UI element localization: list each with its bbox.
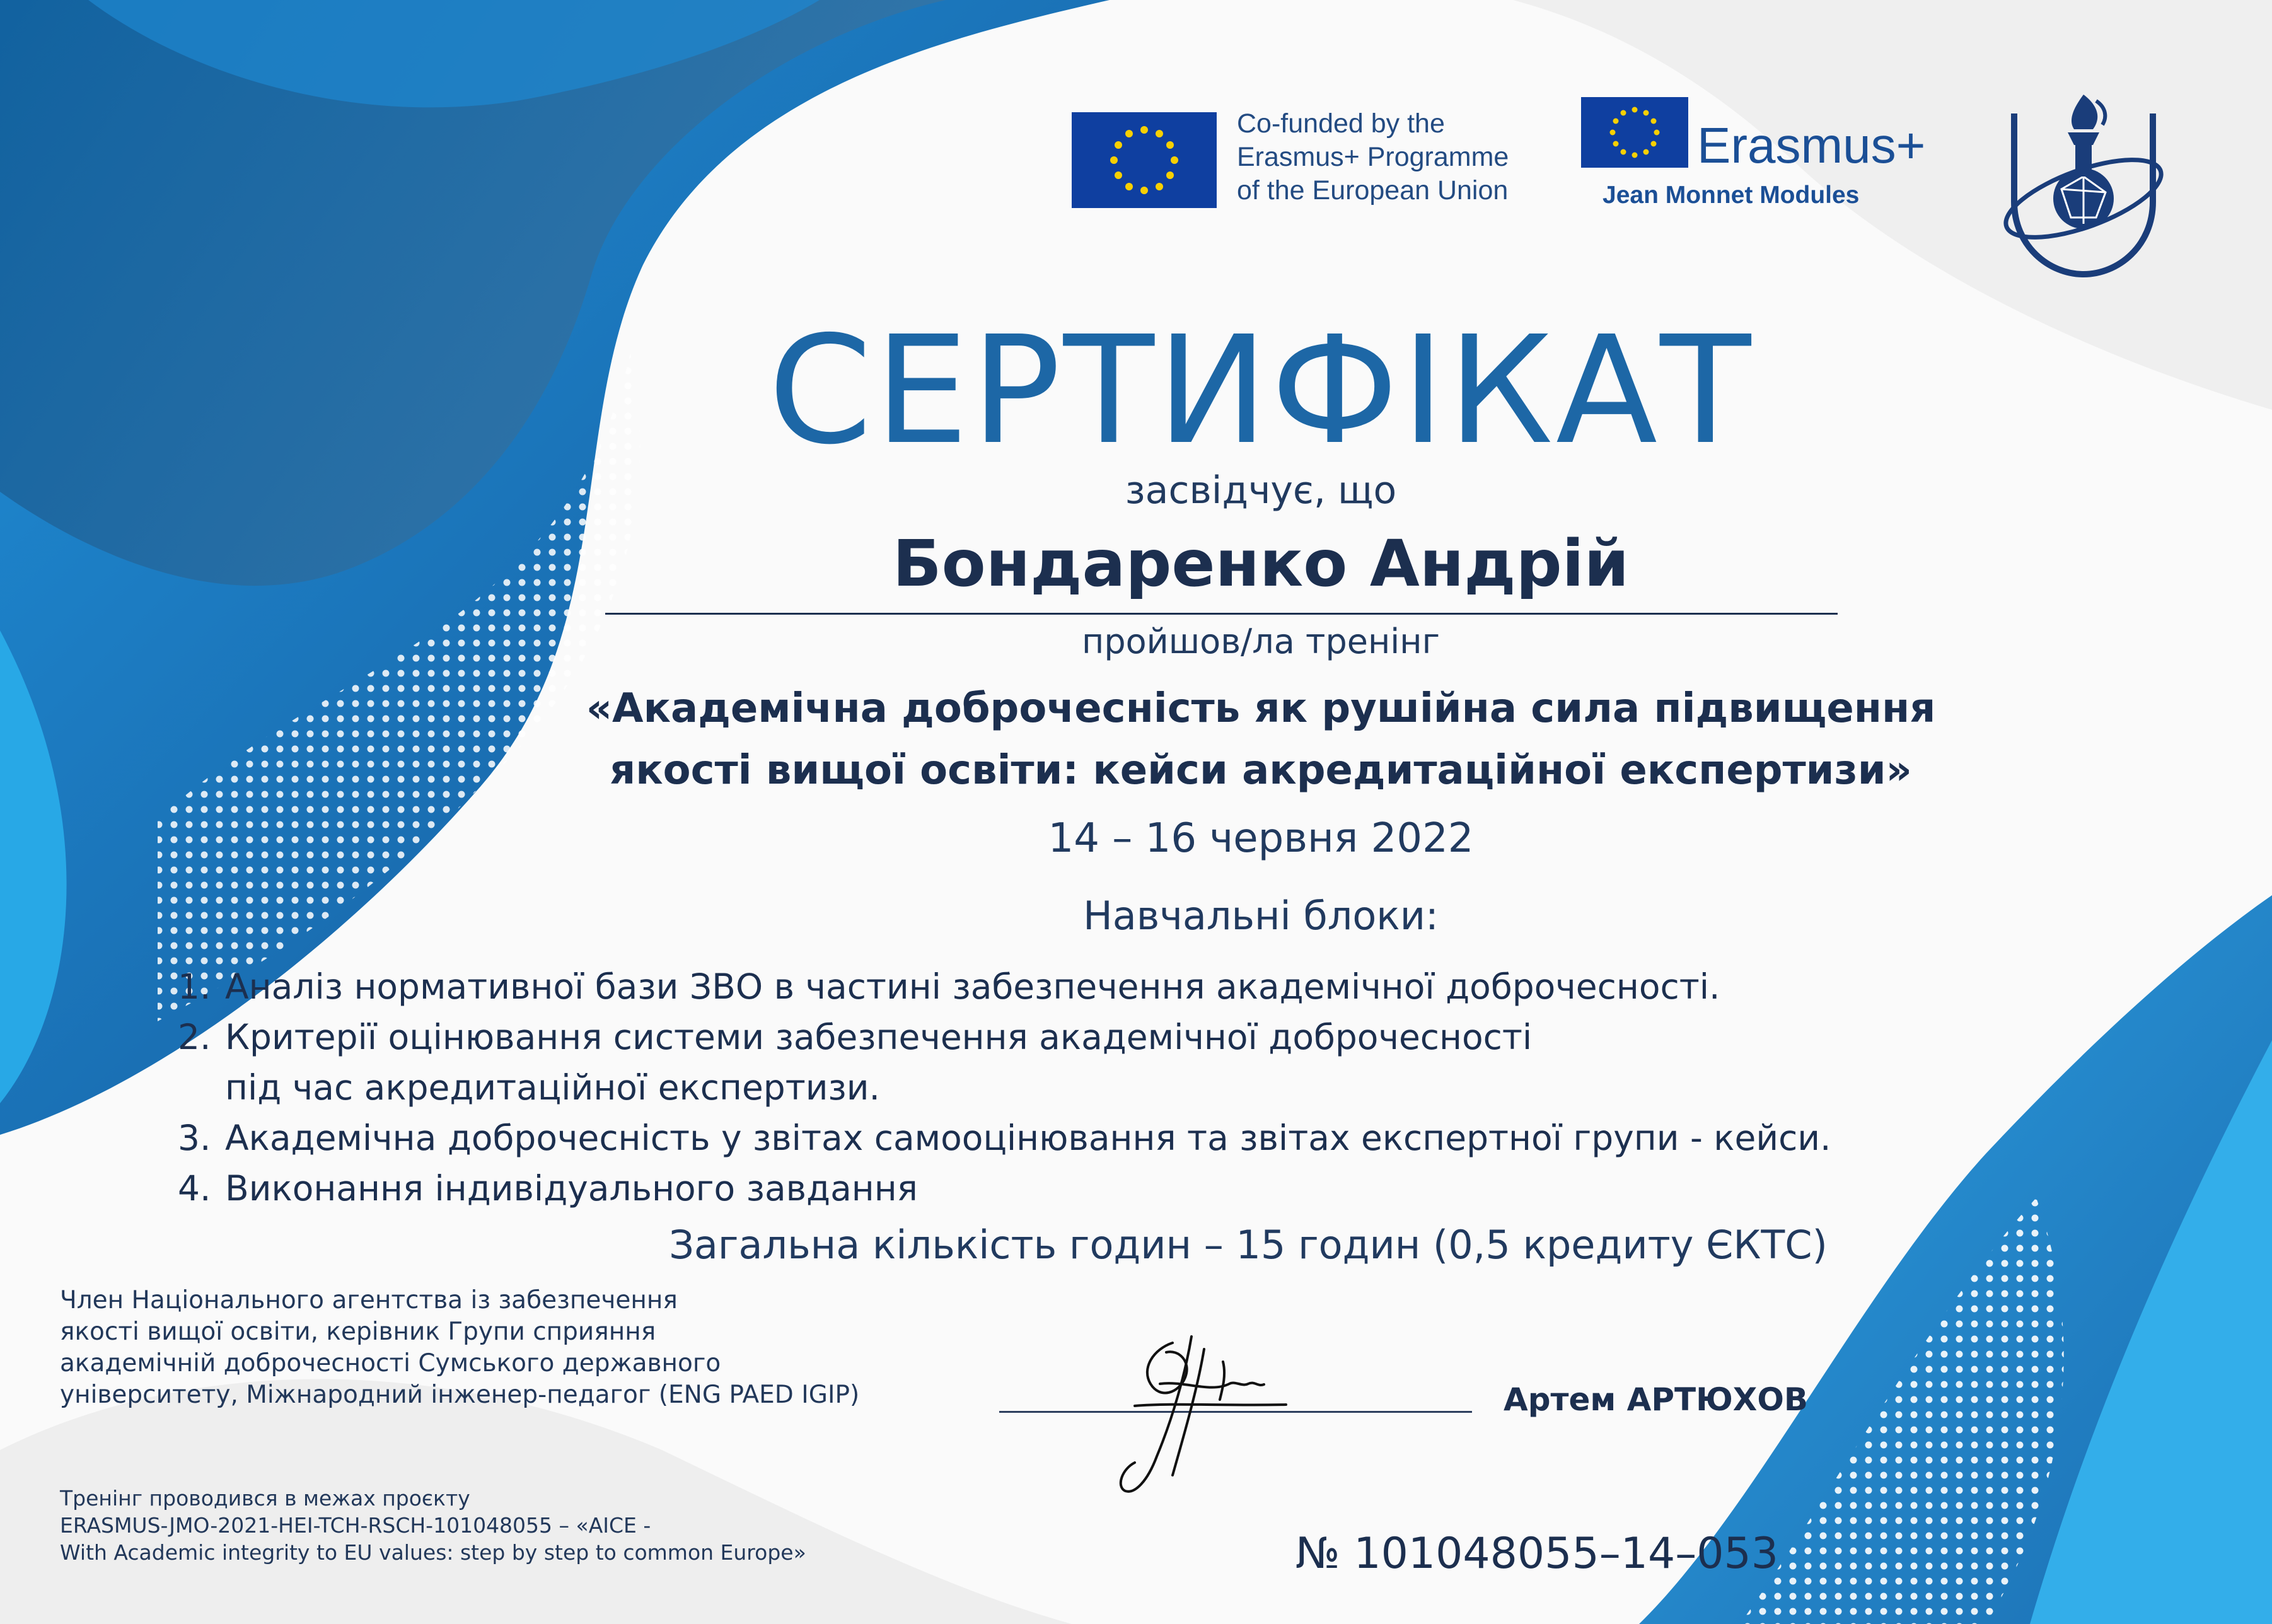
signer-position-line: якості вищої освіти, керівник Групи сприяння	[60, 1318, 656, 1346]
list-item-continuation: під час акредитаційної експертизи.	[225, 1067, 880, 1108]
certifies-text: засвідчує, що	[1125, 468, 1397, 513]
list-item-text: Аналіз нормативної бази ЗВО в частині забезпечення академічної доброчесності.	[225, 966, 1720, 1007]
cofunded-line: of the European Union	[1237, 175, 1509, 206]
recipient-name: Бондаренко Андрій	[892, 526, 1630, 601]
training-title-line: якості вищої освіти: кейси акредитаційної експертизи»	[610, 747, 1912, 794]
total-hours: Загальна кількість годин – 15 годин (0,5 кредиту ЄКТС)	[669, 1222, 1828, 1268]
list-item-text: Академічна доброчесність у звітах самооцінювання та звітах експертної групи - кейси.	[225, 1118, 1831, 1158]
training-title-line: «Академічна доброчесність як рушійна сила підвищення	[586, 685, 1936, 732]
certificate-title: СЕРТИФІКАТ	[768, 304, 1754, 477]
erasmus-jean-monnet-logo	[1576, 95, 1929, 221]
cofunded-line: Co-funded by the	[1237, 108, 1445, 139]
list-item-number: 1.	[178, 966, 211, 1007]
cofunded-text	[1237, 107, 1565, 207]
name-underline	[605, 613, 1838, 615]
erasmus-plus-wordmark: Erasmus+	[1697, 117, 1926, 173]
eu-flag-icon	[1581, 97, 1688, 168]
jean-monnet-modules-text: Jean Monnet Modules	[1603, 182, 1860, 209]
signer-position	[60, 1285, 1006, 1411]
list-item	[178, 961, 1943, 1012]
training-title	[378, 678, 2143, 801]
signer-position-line: університету, Міжнародний інженер-педагог (ENG PAED IGIP)	[60, 1381, 860, 1409]
completed-training-text: пройшов/ла тренінг	[1082, 622, 1440, 661]
university-torch-logo	[1992, 88, 2175, 284]
training-dates: 14 – 16 червня 2022	[1048, 815, 1474, 862]
project-note-line: Тренінг проводився в межах проєкту	[60, 1486, 470, 1511]
eu-flag-icon	[1072, 112, 1217, 208]
list-item-number: 3.	[178, 1118, 211, 1158]
project-note-line: ERASMUS-JMO-2021-HEI-TCH-RSCH-101048055 – «AICE -	[60, 1513, 651, 1538]
list-item	[178, 1113, 1943, 1163]
list-item-text: Виконання індивідуального завдання	[225, 1168, 918, 1209]
signer-position-line: академічній доброчесності Сумського державного	[60, 1349, 721, 1378]
project-note-line: With Academic integrity to EU values: step by step to common Europe»	[60, 1540, 806, 1565]
list-item	[178, 1012, 1943, 1062]
cofunded-line: Erasmus+ Programme	[1237, 142, 1509, 172]
signer-name: Артем АРТЮХОВ	[1504, 1381, 1808, 1418]
list-item-number: 4.	[178, 1168, 211, 1209]
project-note	[60, 1485, 1006, 1566]
certificate-number: № 101048055–14–053	[1295, 1529, 1779, 1579]
list-item-text: Критерії оцінювання системи забезпечення академічної доброчесності	[225, 1017, 1533, 1057]
blocks-heading: Навчальні блоки:	[1083, 893, 1439, 939]
handwritten-signature	[1097, 1324, 1299, 1507]
training-blocks-list	[178, 961, 1943, 1214]
list-item-number: 2.	[178, 1017, 211, 1057]
list-item	[178, 1163, 1943, 1214]
signer-position-line: Член Національного агентства із забезпечення	[60, 1286, 678, 1314]
